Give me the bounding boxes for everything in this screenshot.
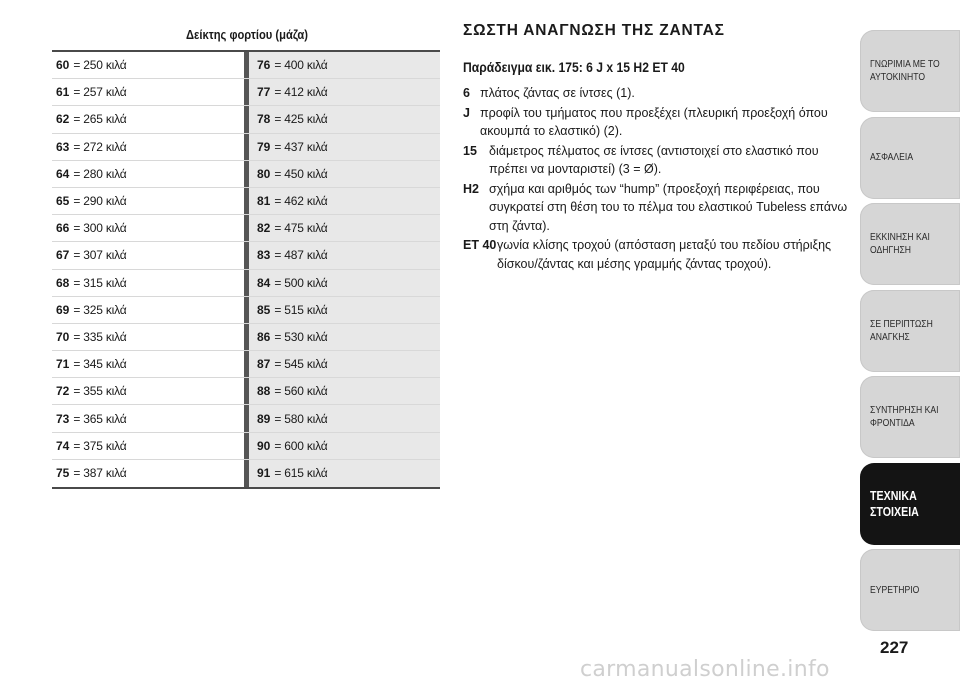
chapter-tab-label: ΓΝΩΡΙΜΙΑ ΜΕ ΤΟ ΑΥΤΟΚΙΝΗΤΟ: [870, 58, 940, 83]
load-index: 71: [56, 357, 70, 372]
table-row: [52, 433, 440, 460]
load-mass: = 307 κιλά: [73, 248, 127, 263]
table-row: [52, 378, 440, 405]
chapter-tab-label: ΕΥΡΕΤΗΡΙΟ: [870, 583, 920, 596]
load-mass: = 412 κιλά: [274, 85, 328, 100]
load-index: 60: [56, 58, 70, 73]
load-index: 68: [56, 275, 70, 290]
chapter-tab-label: ΤΕΧΝΙΚΑ ΣΤΟΙΧΕΙΑ: [870, 487, 919, 519]
load-index: 67: [56, 248, 70, 263]
load-cell-left: [52, 188, 244, 214]
definition-text: σχήμα και αριθμός των “hump” (προεξοχή περιφέρειας, που συγκρατεί στη θέση του το πέλμα του ελαστικού Tubeless επάνω στη ζάντα).: [489, 181, 848, 233]
table-row: [52, 161, 440, 188]
load-index: 75: [56, 466, 70, 481]
load-cell-left: [52, 52, 244, 78]
load-cell-right: [244, 188, 440, 214]
load-index: 84: [257, 275, 271, 290]
load-cell-right: [244, 79, 440, 105]
load-mass: = 365 κιλά: [73, 411, 127, 426]
load-mass: = 437 κιλά: [274, 139, 328, 154]
load-index: 77: [257, 85, 271, 100]
load-cell-right: [244, 405, 440, 431]
section-heading: ΣΩΣΤΗ ΑΝΑΓΝΩΣΗ ΤΗΣ ΖΑΝΤΑΣ: [463, 22, 725, 39]
chapter-tab[interactable]: [860, 203, 960, 285]
load-mass: = 560 κιλά: [274, 384, 328, 399]
load-index: 76: [257, 58, 271, 73]
definition-text: διάμετρος πέλματος σε ίντσες (αντιστοιχεί στο ελαστικό που πρέπει να μονταριστεί) (3 = Ø).: [489, 143, 819, 176]
load-mass: = 375 κιλά: [73, 438, 127, 453]
load-mass: = 272 κιλά: [73, 139, 127, 154]
load-index: 86: [257, 329, 271, 344]
load-index: 70: [56, 329, 70, 344]
load-mass: = 387 κιλά: [73, 466, 127, 481]
load-index: 73: [56, 411, 70, 426]
definition-code: H2: [463, 181, 479, 196]
table-row: [52, 405, 440, 432]
load-index: 81: [257, 194, 271, 209]
table-row: [52, 242, 440, 269]
load-index-table-title: Δείκτης φορτίου (μάζα): [186, 27, 308, 42]
load-cell-right: [244, 270, 440, 296]
load-cell-left: [52, 106, 244, 132]
load-mass: = 475 κιλά: [274, 221, 328, 236]
load-mass: = 545 κιλά: [274, 357, 328, 372]
load-cell-left: [52, 460, 244, 487]
table-row: [52, 324, 440, 351]
load-cell-right: [244, 106, 440, 132]
load-index: 61: [56, 85, 70, 100]
definition-code: J: [463, 105, 470, 120]
load-cell-left: [52, 324, 244, 350]
load-index: 90: [257, 438, 271, 453]
load-mass: = 530 κιλά: [274, 329, 328, 344]
chapter-tab[interactable]: [860, 376, 960, 458]
chapter-tab-label: ΣΥΝΤΗΡΗΣΗ ΚΑΙ ΦΡΟΝΤΙΔΑ: [870, 404, 939, 429]
load-cell-right: [244, 297, 440, 323]
watermark: carmanualsonline.info: [580, 657, 830, 682]
page-number: 227: [880, 638, 909, 657]
load-mass: = 315 κιλά: [73, 275, 127, 290]
load-mass: = 250 κιλά: [73, 58, 127, 73]
load-cell-right: [244, 161, 440, 187]
load-mass: = 615 κιλά: [274, 466, 328, 481]
definition-text: γωνία κλίσης τροχού (απόσταση μεταξύ του πεδίου στήριξης δίσκου/ζάντας και μέσης γραμμής ζάντας τροχού).: [497, 238, 832, 271]
chapter-tab[interactable]: [860, 549, 960, 631]
load-index: 63: [56, 139, 70, 154]
load-index: 78: [257, 112, 271, 127]
load-cell-right: [244, 134, 440, 160]
load-mass: = 345 κιλά: [73, 357, 127, 372]
load-index: 62: [56, 112, 70, 127]
definition-item: [463, 104, 853, 141]
load-index: 64: [56, 166, 70, 181]
table-row: [52, 134, 440, 161]
load-mass: = 450 κιλά: [274, 166, 328, 181]
load-index: 87: [257, 357, 271, 372]
load-index: 82: [257, 221, 271, 236]
chapter-tab[interactable]: [860, 463, 960, 545]
load-cell-right: [244, 460, 440, 487]
load-mass: = 515 κιλά: [274, 302, 328, 317]
load-cell-right: [244, 215, 440, 241]
load-index: 89: [257, 411, 271, 426]
definition-text: προφίλ του τμήματος που προεξέχει (πλευρική προεξοχή όπου ακουμπά το ελαστικό) (2).: [480, 105, 828, 138]
chapter-tab-label: ΣΕ ΠΕΡΙΠΤΩΣΗ ΑΝΑΓΚΗΣ: [870, 317, 933, 343]
load-mass: = 500 κιλά: [274, 275, 328, 290]
load-mass: = 257 κιλά: [73, 85, 127, 100]
table-row: [52, 79, 440, 106]
load-mass: = 580 κιλά: [274, 411, 328, 426]
load-cell-right: [244, 378, 440, 404]
load-mass: = 462 κιλά: [274, 194, 328, 209]
load-mass: = 425 κιλά: [274, 112, 328, 127]
load-cell-left: [52, 242, 244, 268]
load-cell-right: [244, 242, 440, 268]
load-index: 80: [257, 166, 271, 181]
load-index: 83: [257, 248, 271, 263]
definition-item: [463, 142, 853, 179]
rim-code-definitions: [463, 84, 853, 274]
chapter-tab-label: ΑΣΦΑΛΕΙΑ: [870, 151, 914, 163]
load-index: 85: [257, 302, 271, 317]
load-cell-left: [52, 297, 244, 323]
chapter-tab[interactable]: [860, 117, 960, 199]
definition-item: [463, 84, 853, 103]
table-row: [52, 270, 440, 297]
load-mass: = 265 κιλά: [73, 112, 127, 127]
load-mass: = 400 κιλά: [274, 58, 328, 73]
load-cell-right: [244, 351, 440, 377]
load-mass: = 300 κιλά: [73, 221, 127, 236]
load-index: 91: [257, 466, 271, 481]
load-index: 65: [56, 194, 70, 209]
load-index-table: [52, 50, 440, 489]
load-mass: = 600 κιλά: [274, 438, 328, 453]
load-index: 79: [257, 139, 271, 154]
load-mass: = 355 κιλά: [73, 384, 127, 399]
load-index: 66: [56, 221, 70, 236]
table-row: [52, 460, 440, 487]
load-cell-left: [52, 161, 244, 187]
load-cell-right: [244, 52, 440, 78]
table-row: [52, 52, 440, 79]
table-row: [52, 188, 440, 215]
definition-item: [463, 236, 853, 273]
load-cell-left: [52, 215, 244, 241]
load-index: 74: [56, 438, 70, 453]
load-cell-left: [52, 351, 244, 377]
load-cell-left: [52, 134, 244, 160]
table-row: [52, 297, 440, 324]
definition-text: πλάτος ζάντας σε ίντσες (1).: [480, 86, 635, 100]
load-cell-left: [52, 433, 244, 459]
load-cell-right: [244, 324, 440, 350]
load-cell-left: [52, 79, 244, 105]
load-mass: = 487 κιλά: [274, 248, 328, 263]
load-cell-left: [52, 270, 244, 296]
chapter-tabs: [860, 30, 960, 636]
load-index: 72: [56, 384, 70, 399]
definition-item: [463, 180, 853, 236]
load-mass: = 290 κιλά: [73, 194, 127, 209]
load-mass: = 325 κιλά: [73, 302, 127, 317]
chapter-tab[interactable]: [860, 290, 960, 372]
load-mass: = 280 κιλά: [73, 166, 127, 181]
table-row: [52, 215, 440, 242]
load-mass: = 335 κιλά: [73, 329, 127, 344]
chapter-tab[interactable]: [860, 30, 960, 112]
definition-code: 15: [463, 143, 477, 158]
load-index: 88: [257, 384, 271, 399]
table-row: [52, 106, 440, 133]
load-cell-left: [52, 378, 244, 404]
load-cell-left: [52, 405, 244, 431]
chapter-tab-label: ΕΚΚΙΝΗΣΗ ΚΑΙ ΟΔΗΓΗΣΗ: [870, 231, 930, 256]
table-row: [52, 351, 440, 378]
definition-code: ET 40: [463, 238, 497, 252]
definition-code: 6: [463, 86, 470, 100]
example-title: Παράδειγμα εικ. 175: 6 J x 15 H2 ET 40: [463, 60, 685, 75]
load-cell-right: [244, 433, 440, 459]
load-index: 69: [56, 302, 70, 317]
